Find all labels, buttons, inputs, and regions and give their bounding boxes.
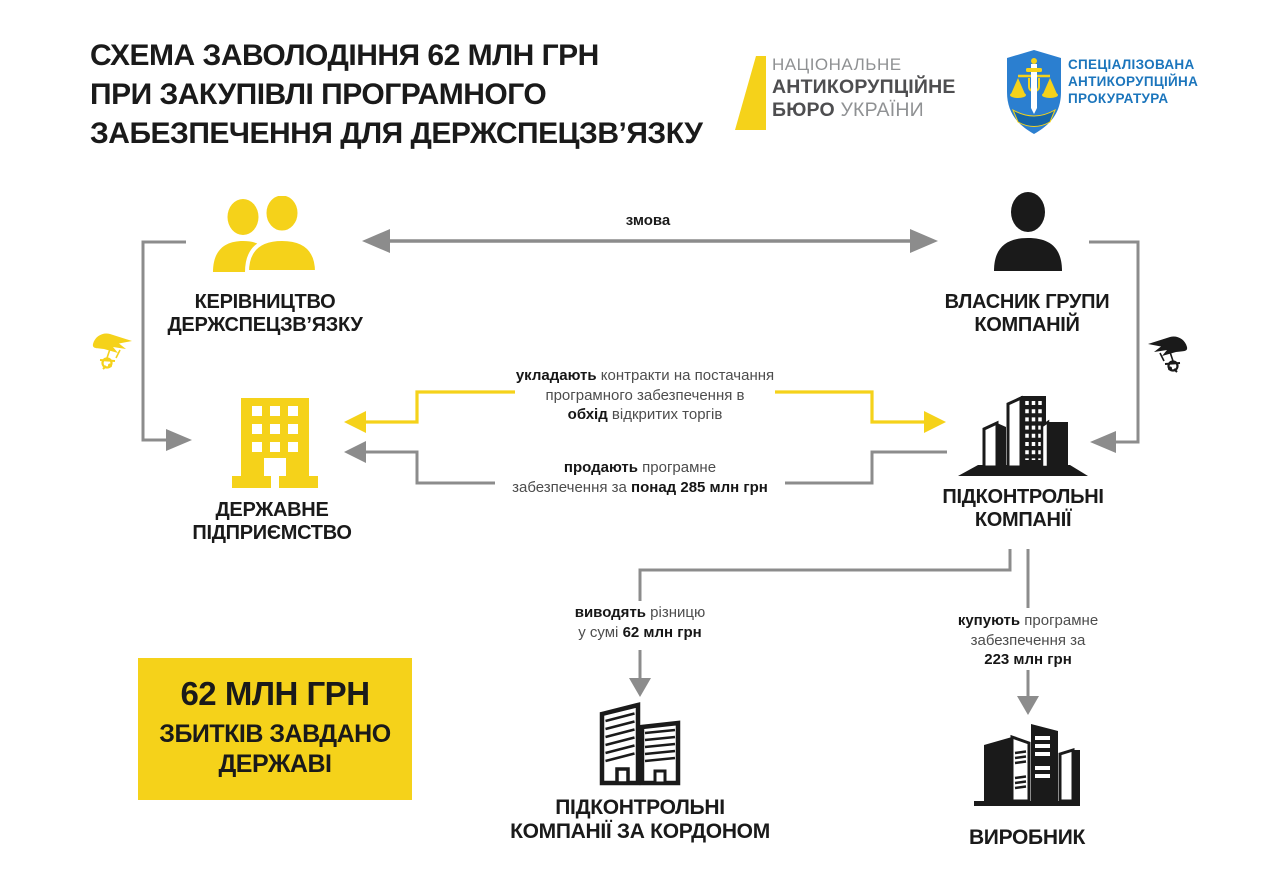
loss-text-line2: ЗБИТКІВ ЗАВДАНО bbox=[159, 720, 391, 748]
title-line-2: ПРИ ЗАКУПІВЛІ ПРОГРАМНОГО bbox=[90, 78, 547, 111]
sap-text-line1: СПЕЦІАЛІЗОВАНА bbox=[1068, 57, 1195, 72]
edge-label-contracts: укладають контракти на постачання програмного забезпечення в обхід відкритих торгів bbox=[515, 364, 775, 428]
owner-person-icon bbox=[992, 191, 1064, 271]
offshore-companies-buildings-icon bbox=[592, 699, 688, 787]
nabu-text-line1: НАЦІОНАЛЬНЕ bbox=[772, 55, 902, 74]
node-label-controlled-companies: ПІДКОНТРОЛЬНІ КОМПАНІЇ bbox=[942, 486, 1104, 531]
state-enterprise-building-icon bbox=[228, 398, 322, 488]
leadership-people-icon bbox=[211, 196, 321, 272]
sap-shield-icon bbox=[1005, 48, 1063, 136]
node-label-manufacturer: ВИРОБНИК bbox=[968, 826, 1086, 849]
puppeteer-hand-icon-left bbox=[90, 327, 134, 371]
nabu-text-line3: БЮРО УКРАЇНИ bbox=[772, 99, 924, 121]
edge-owner-to-controlled bbox=[1089, 242, 1138, 453]
node-label-owner: ВЛАСНИК ГРУПИ КОМПАНІЙ bbox=[944, 291, 1110, 336]
nabu-text-line2: АНТИКОРУПЦІЙНЕ bbox=[772, 76, 956, 98]
manufacturer-buildings-icon bbox=[972, 720, 1082, 808]
edge-label-buy: купують програмне забезпечення за 223 млн грн bbox=[957, 612, 1099, 668]
sap-logo-text bbox=[1068, 56, 1248, 107]
loss-box bbox=[138, 658, 412, 800]
edge-label-sell: продають програмне забезпечення за понад 285 млн грн bbox=[495, 456, 785, 500]
conspiracy-label: змова bbox=[625, 212, 671, 229]
title-line-3: ЗАБЕЗПЕЧЕННЯ ДЛЯ ДЕРЖСПЕЦЗВ’ЯЗКУ bbox=[90, 117, 703, 150]
title-line-1: СХЕМА ЗАВОЛОДІННЯ 62 МЛН ГРН bbox=[90, 39, 599, 72]
node-label-leadership: КЕРІВНИЦТВО ДЕРЖСПЕЦЗВ’ЯЗКУ bbox=[167, 291, 363, 336]
edge-label-withdraw: виводять різницю у сумі 62 млн грн bbox=[574, 604, 706, 641]
node-label-state-enterprise: ДЕРЖАВНЕ ПІДПРИЄМСТВО bbox=[192, 499, 352, 544]
loss-text-line3: ДЕРЖАВІ bbox=[218, 750, 332, 778]
controlled-companies-buildings-icon bbox=[956, 392, 1090, 478]
loss-amount: 62 МЛН ГРН bbox=[180, 675, 370, 712]
puppeteer-hand-icon-right bbox=[1146, 330, 1190, 374]
page-title bbox=[90, 36, 730, 153]
nabu-logo-text bbox=[772, 53, 992, 122]
node-label-offshore-companies: ПІДКОНТРОЛЬНІ КОМПАНІЇ ЗА КОРДОНОМ bbox=[510, 796, 770, 843]
sap-text-line3: ПРОКУРАТУРА bbox=[1068, 91, 1169, 106]
conspiracy-arrow bbox=[362, 229, 938, 253]
edge-leadership-to-enterprise bbox=[143, 242, 192, 451]
sap-text-line2: АНТИКОРУПЦІЙНА bbox=[1068, 74, 1199, 89]
nabu-wedge-icon bbox=[735, 56, 766, 130]
